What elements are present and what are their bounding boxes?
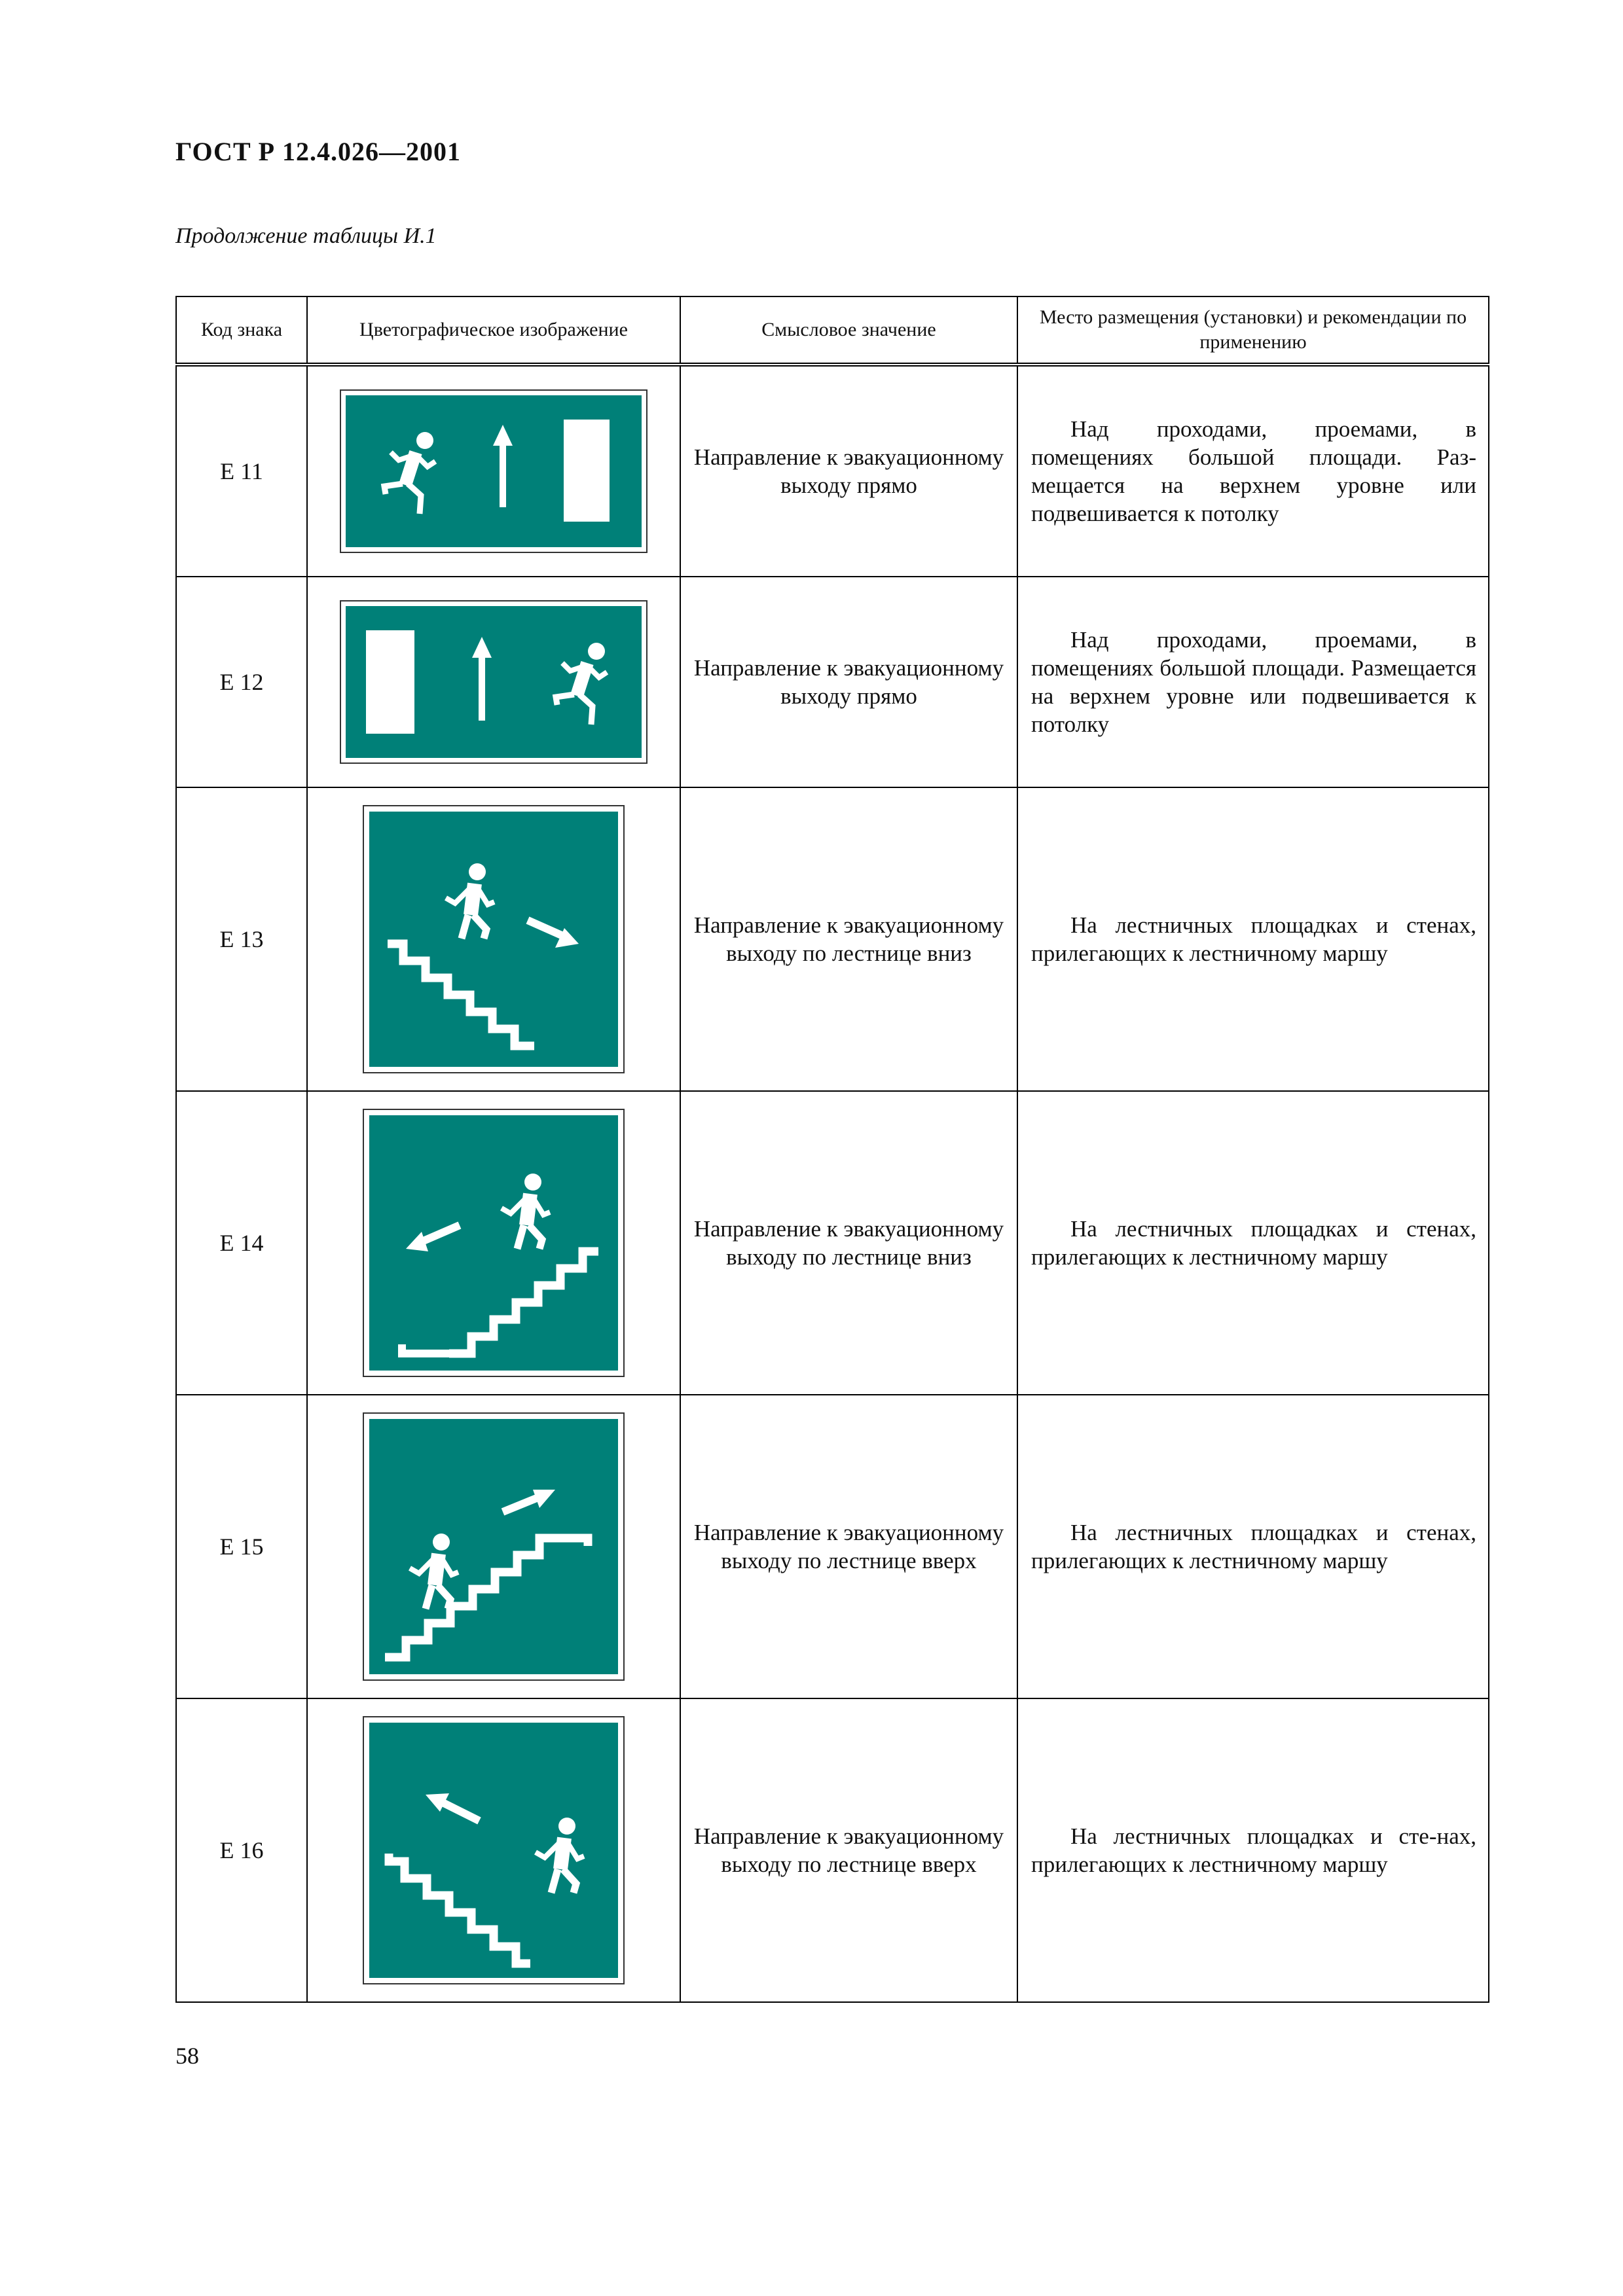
table-row xyxy=(176,1395,1489,1698)
column-header-code: Код знака xyxy=(176,296,307,365)
sign-placement: На лестничных площадках и стенах, прилегающих к лестничному маршу xyxy=(1017,787,1489,1091)
sign-image-cell xyxy=(307,1395,680,1698)
table-row xyxy=(176,1091,1489,1395)
sign-meaning: Направление к эвакуационному выходу по лестнице вверх xyxy=(680,1698,1017,2002)
stairs-up-left-icon xyxy=(363,1716,625,1984)
sign-code: E 15 xyxy=(176,1395,307,1698)
sign-placement: Над проходами, проемами, в помещениях большой площади. Размещается на верхнем уровне или подвешивается к потолку xyxy=(1017,577,1489,787)
stairs-up-right-icon xyxy=(363,1412,625,1681)
sign-code: E 14 xyxy=(176,1091,307,1395)
document-standard-number: ГОСТ Р 12.4.026—2001 xyxy=(175,137,462,166)
sign-code: E 13 xyxy=(176,787,307,1091)
column-header-image: Цветографическое изображение xyxy=(307,296,680,365)
column-header-placement: Место размещения (установки) и рекомендации по применению xyxy=(1017,296,1489,365)
sign-image-cell xyxy=(307,365,680,577)
sign-meaning: Направление к эвакуационному выходу прямо xyxy=(680,577,1017,787)
exit-straight-runner-right-icon xyxy=(340,600,647,764)
sign-image-cell xyxy=(307,577,680,787)
table-header-row xyxy=(176,296,1489,365)
sign-meaning: Направление к эвакуационному выходу по лестнице вниз xyxy=(680,1091,1017,1395)
table-row xyxy=(176,1698,1489,2002)
table-continuation-caption: Продолжение таблицы И.1 xyxy=(175,224,437,248)
sign-image-cell xyxy=(307,1698,680,2002)
sign-meaning: Направление к эвакуационному выходу прямо xyxy=(680,365,1017,577)
stairs-down-left-icon xyxy=(363,1109,625,1377)
column-header-meaning: Смысловое значение xyxy=(680,296,1017,365)
sign-code: E 11 xyxy=(176,365,307,577)
exit-straight-runner-left-icon xyxy=(340,389,647,553)
table-row xyxy=(176,365,1489,577)
sign-placement: На лестничных площадках и стенах, прилегающих к лестничному маршу xyxy=(1017,1091,1489,1395)
sign-placement: Над проходами, проемами, в помещениях большой площади. Раз-мещается на верхнем уровне или подвешивается к потолку xyxy=(1017,365,1489,577)
sign-placement: На лестничных площадках и стенах, прилегающих к лестничному маршу xyxy=(1017,1395,1489,1698)
page-number: 58 xyxy=(175,2043,199,2069)
sign-image-cell xyxy=(307,787,680,1091)
signs-table xyxy=(175,296,1489,2003)
sign-image-cell xyxy=(307,1091,680,1395)
sign-code: E 12 xyxy=(176,577,307,787)
sign-meaning: Направление к эвакуационному выходу по лестнице вниз xyxy=(680,787,1017,1091)
sign-code: E 16 xyxy=(176,1698,307,2002)
table-row xyxy=(176,577,1489,787)
table-row xyxy=(176,787,1489,1091)
sign-placement: На лестничных площадках и сте-нах, прилегающих к лестничному маршу xyxy=(1017,1698,1489,2002)
stairs-down-right-icon xyxy=(363,805,625,1073)
sign-meaning: Направление к эвакуационному выходу по лестнице вверх xyxy=(680,1395,1017,1698)
